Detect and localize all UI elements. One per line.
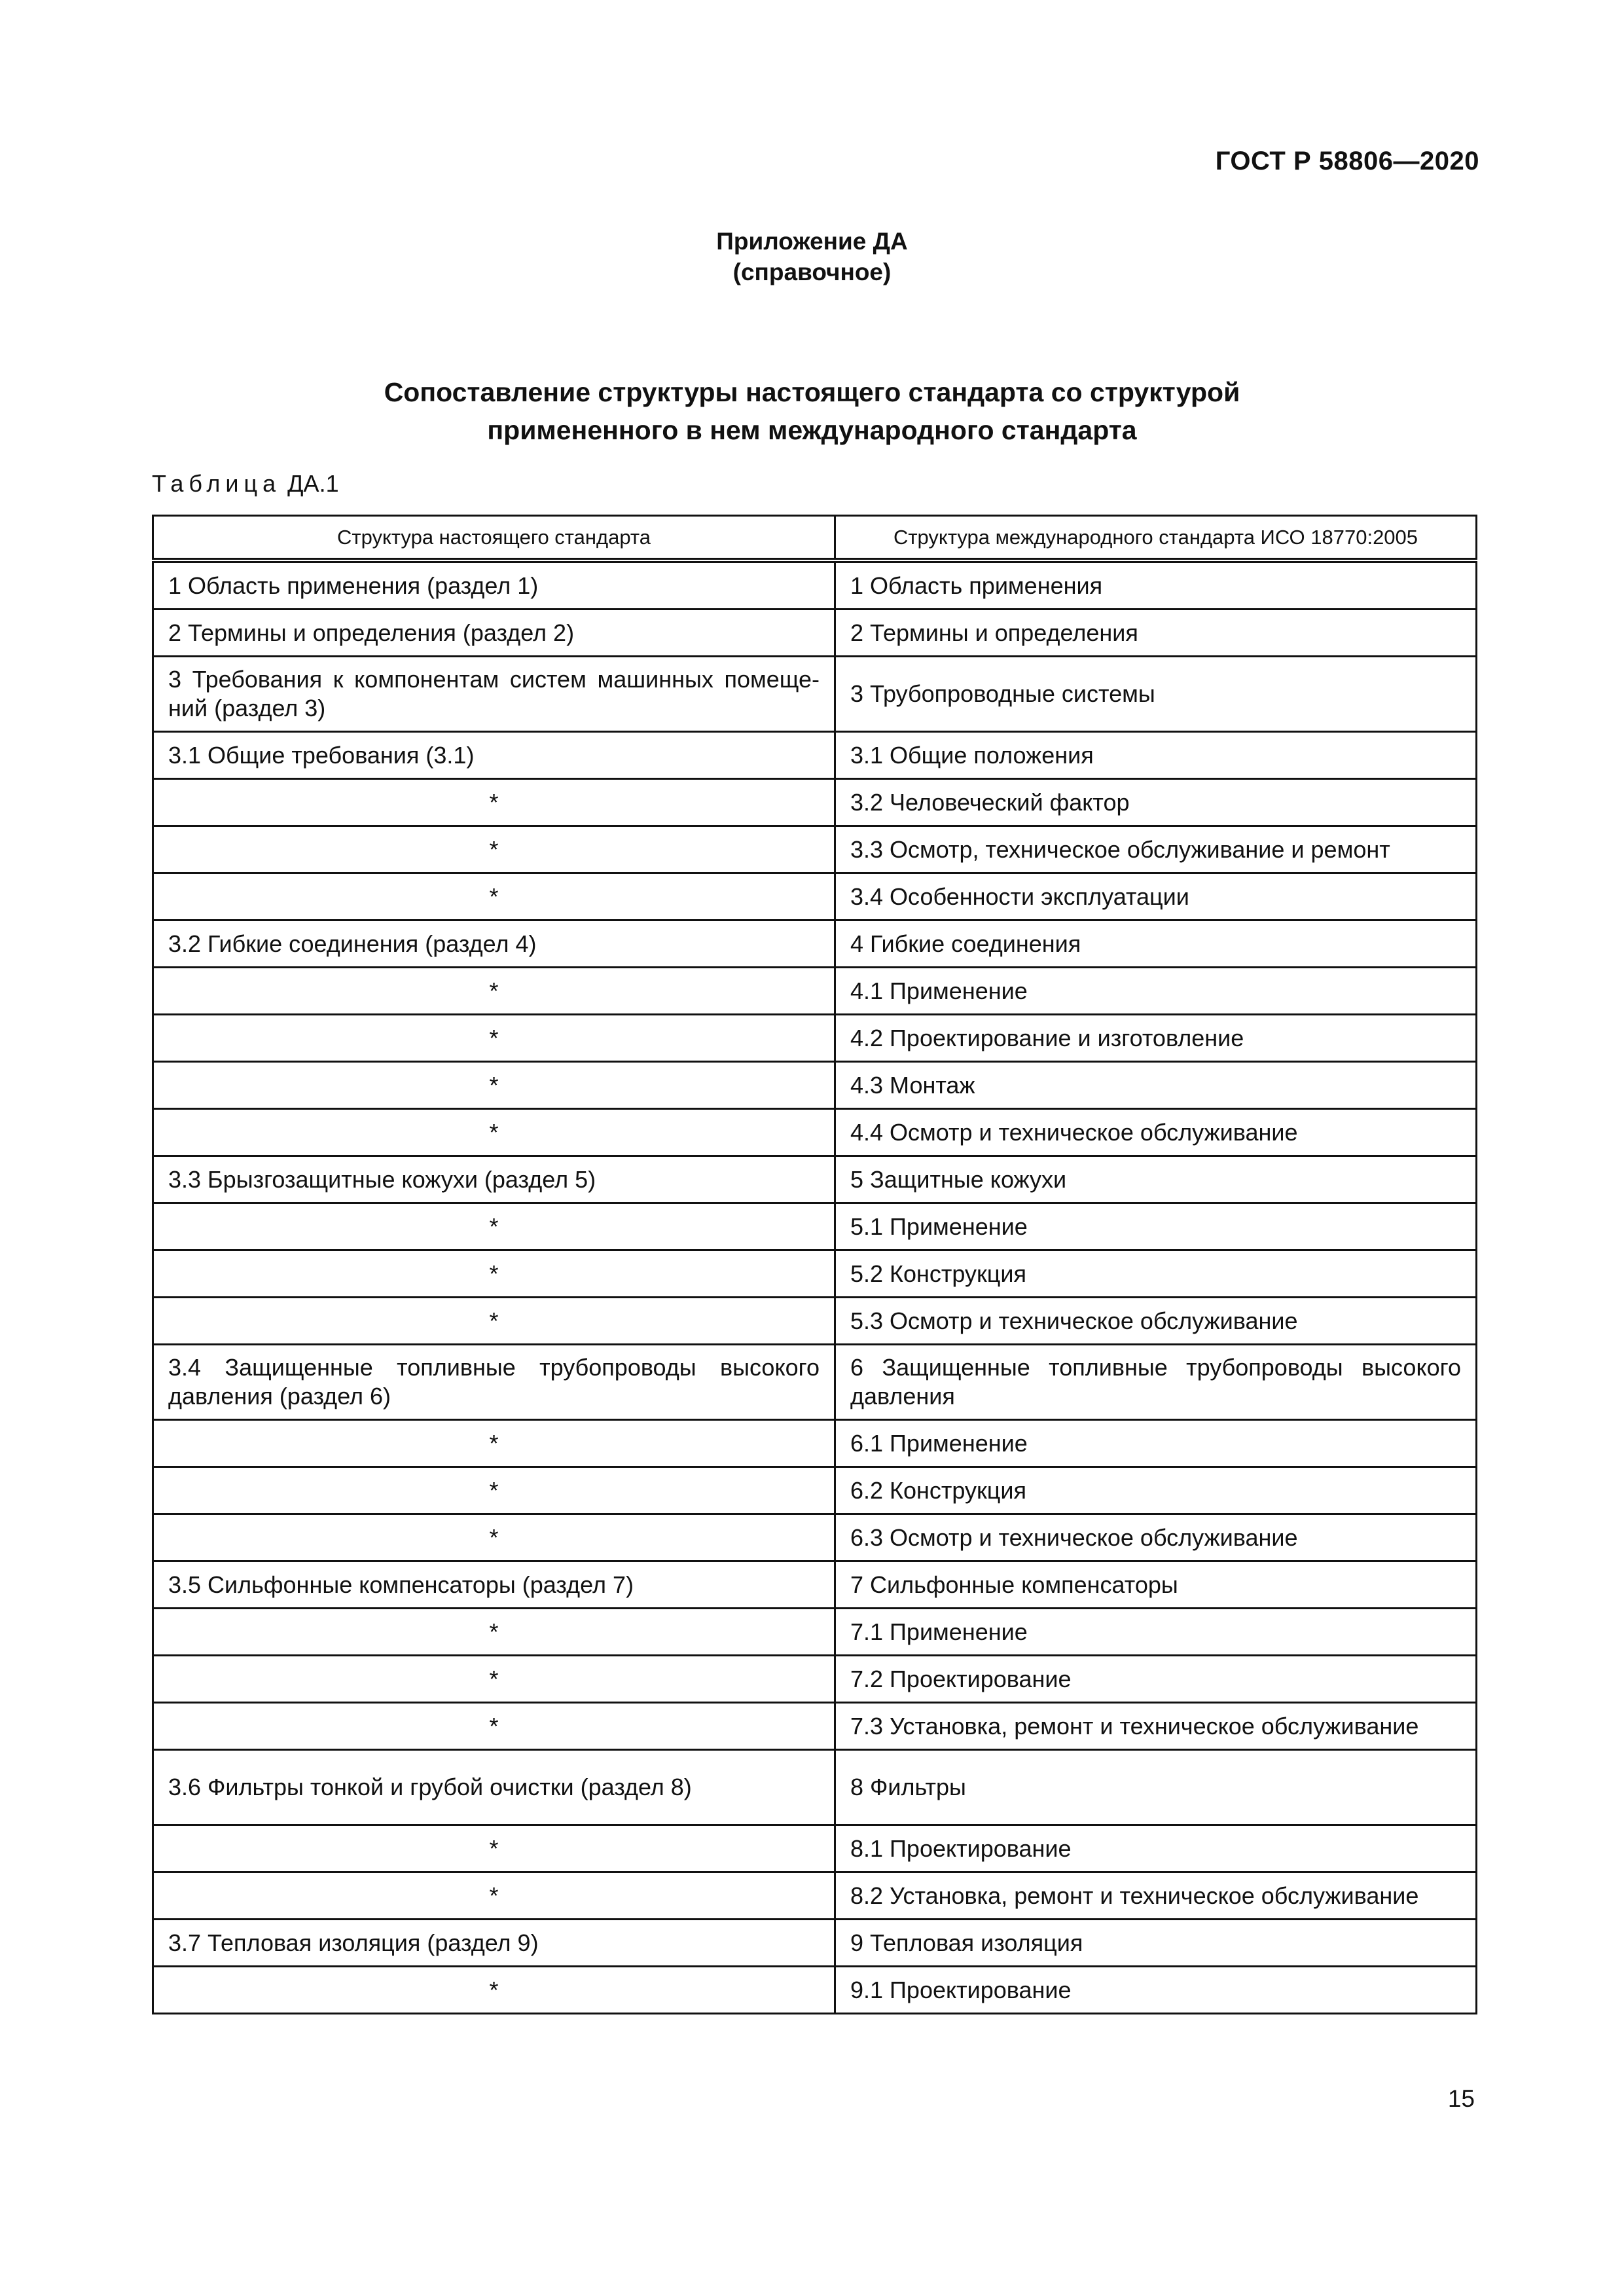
- page-number: 15: [1447, 2085, 1475, 2112]
- heading-line-1: Сопоставление структуры настоящего стандарта со структурой: [384, 377, 1240, 407]
- cell-national-structure: 1 Область применения (раздел 1): [153, 560, 835, 610]
- table-caption: [152, 470, 339, 498]
- cell-international-structure: 4.4 Осмотр и техническое обслуживание: [835, 1109, 1477, 1156]
- cell-national-structure: 3.5 Сильфонные компенсаторы (раздел 7): [153, 1561, 835, 1609]
- table-row: [153, 1156, 1477, 1203]
- table-row: [153, 1967, 1477, 2014]
- cell-national-structure: 3.7 Тепловая изоляция (раздел 9): [153, 1920, 835, 1967]
- cell-national-structure: *: [153, 1872, 835, 1920]
- cell-national-structure: *: [153, 1825, 835, 1872]
- cell-international-structure: 6.1 Применение: [835, 1420, 1477, 1467]
- table-row: [153, 1609, 1477, 1656]
- table-row: [153, 1345, 1477, 1420]
- cell-international-structure: 7 Сильфонные компенсаторы: [835, 1561, 1477, 1609]
- cell-international-structure: 3.4 Особенности эксплуатации: [835, 873, 1477, 920]
- table-row: [153, 873, 1477, 920]
- column-header-national: Структура настоящего стандарта: [153, 516, 835, 561]
- document-code: ГОСТ Р 58806—2020: [1215, 147, 1479, 175]
- cell-international-structure: 4 Гибкие соединения: [835, 920, 1477, 968]
- cell-international-structure: 7.1 Применение: [835, 1609, 1477, 1656]
- table-row: [153, 1250, 1477, 1298]
- appendix-subtitle: (справочное): [732, 259, 892, 285]
- table-caption-word: Таблица: [152, 470, 281, 497]
- cell-international-structure: 3.2 Человеческий фактор: [835, 779, 1477, 826]
- table-header-row: [153, 516, 1477, 561]
- section-heading: [0, 373, 1624, 449]
- table-row: [153, 1203, 1477, 1250]
- cell-national-structure: *: [153, 1420, 835, 1467]
- cell-international-structure: 3.3 Осмотр, техническое обслуживание и ремонт: [835, 826, 1477, 873]
- table-row: [153, 1514, 1477, 1561]
- table-row: [153, 732, 1477, 779]
- cell-international-structure: 5.2 Конструкция: [835, 1250, 1477, 1298]
- cell-international-structure: 7.3 Установка, ремонт и техническое обслуживание: [835, 1703, 1477, 1750]
- cell-national-structure: *: [153, 1109, 835, 1156]
- cell-national-structure: 3.2 Гибкие соединения (раздел 4): [153, 920, 835, 968]
- cell-national-structure: 3.1 Общие требования (3.1): [153, 732, 835, 779]
- table-body: [153, 560, 1477, 2014]
- cell-international-structure: 3.1 Общие положения: [835, 732, 1477, 779]
- table-row: [153, 560, 1477, 610]
- cell-national-structure: *: [153, 1703, 835, 1750]
- cell-international-structure: 5.1 Применение: [835, 1203, 1477, 1250]
- table-row: [153, 1420, 1477, 1467]
- heading-line-2: примененного в нем международного стандарта: [487, 415, 1137, 445]
- cell-national-structure: *: [153, 1467, 835, 1514]
- table-row: [153, 1467, 1477, 1514]
- cell-national-structure: *: [153, 1203, 835, 1250]
- table-row: [153, 1656, 1477, 1703]
- table-row: [153, 1015, 1477, 1062]
- table-row: [153, 1561, 1477, 1609]
- cell-national-structure: *: [153, 1967, 835, 2014]
- table-row: [153, 1298, 1477, 1345]
- cell-national-structure: *: [153, 1514, 835, 1561]
- cell-national-structure: *: [153, 1062, 835, 1109]
- table-row: [153, 968, 1477, 1015]
- cell-international-structure: 1 Область применения: [835, 560, 1477, 610]
- cell-international-structure: 3 Трубопроводные системы: [835, 657, 1477, 732]
- cell-international-structure: 4.2 Проектирование и изготовление: [835, 1015, 1477, 1062]
- cell-national-structure: 2 Термины и определения (раздел 2): [153, 610, 835, 657]
- cell-national-structure: *: [153, 1656, 835, 1703]
- cell-national-structure: *: [153, 1609, 835, 1656]
- cell-international-structure: 5 Защитные кожухи: [835, 1156, 1477, 1203]
- table-row: [153, 779, 1477, 826]
- cell-national-structure: *: [153, 968, 835, 1015]
- table-row: [153, 610, 1477, 657]
- cell-national-structure: *: [153, 779, 835, 826]
- cell-national-structure: *: [153, 826, 835, 873]
- table-row: [153, 1920, 1477, 1967]
- cell-national-structure: 3.4 Защищенные топливные трубопроводы высокого давления (раздел 6): [153, 1345, 835, 1420]
- column-header-international: Структура международного стандарта ИСО 18770:2005: [835, 516, 1477, 561]
- cell-international-structure: 5.3 Осмотр и техническое обслуживание: [835, 1298, 1477, 1345]
- cell-international-structure: 8.2 Установка, ремонт и техническое обслуживание: [835, 1872, 1477, 1920]
- table-row: [153, 1750, 1477, 1825]
- cell-national-structure: *: [153, 873, 835, 920]
- table-row: [153, 1062, 1477, 1109]
- table-row: [153, 920, 1477, 968]
- appendix-header: [0, 226, 1624, 287]
- table-row: [153, 1825, 1477, 1872]
- comparison-table: [152, 515, 1477, 2014]
- cell-international-structure: 4.1 Применение: [835, 968, 1477, 1015]
- cell-international-structure: 8.1 Проектирование: [835, 1825, 1477, 1872]
- cell-international-structure: 4.3 Монтаж: [835, 1062, 1477, 1109]
- cell-international-structure: 9 Тепловая изоляция: [835, 1920, 1477, 1967]
- appendix-title: Приложение ДА: [716, 228, 908, 255]
- table-row: [153, 1872, 1477, 1920]
- cell-international-structure: 8 Фильтры: [835, 1750, 1477, 1825]
- cell-national-structure: 3.6 Фильтры тонкой и грубой очистки (раздел 8): [153, 1750, 835, 1825]
- cell-national-structure: 3.3 Брызгозащитные кожухи (раздел 5): [153, 1156, 835, 1203]
- table-row: [153, 826, 1477, 873]
- cell-international-structure: 9.1 Проектирование: [835, 1967, 1477, 2014]
- cell-national-structure: *: [153, 1015, 835, 1062]
- cell-international-structure: 6 Защищенные топливные трубопроводы высокого давления: [835, 1345, 1477, 1420]
- cell-national-structure: *: [153, 1298, 835, 1345]
- table-caption-number: ДА.1: [287, 470, 339, 497]
- table-row: [153, 1109, 1477, 1156]
- table-row: [153, 657, 1477, 732]
- cell-international-structure: 7.2 Проектирование: [835, 1656, 1477, 1703]
- table-row: [153, 1703, 1477, 1750]
- cell-national-structure: 3 Требования к компонентам систем машинных помеще-ний (раздел 3): [153, 657, 835, 732]
- cell-international-structure: 6.2 Конструкция: [835, 1467, 1477, 1514]
- cell-international-structure: 6.3 Осмотр и техническое обслуживание: [835, 1514, 1477, 1561]
- cell-national-structure: *: [153, 1250, 835, 1298]
- cell-international-structure: 2 Термины и определения: [835, 610, 1477, 657]
